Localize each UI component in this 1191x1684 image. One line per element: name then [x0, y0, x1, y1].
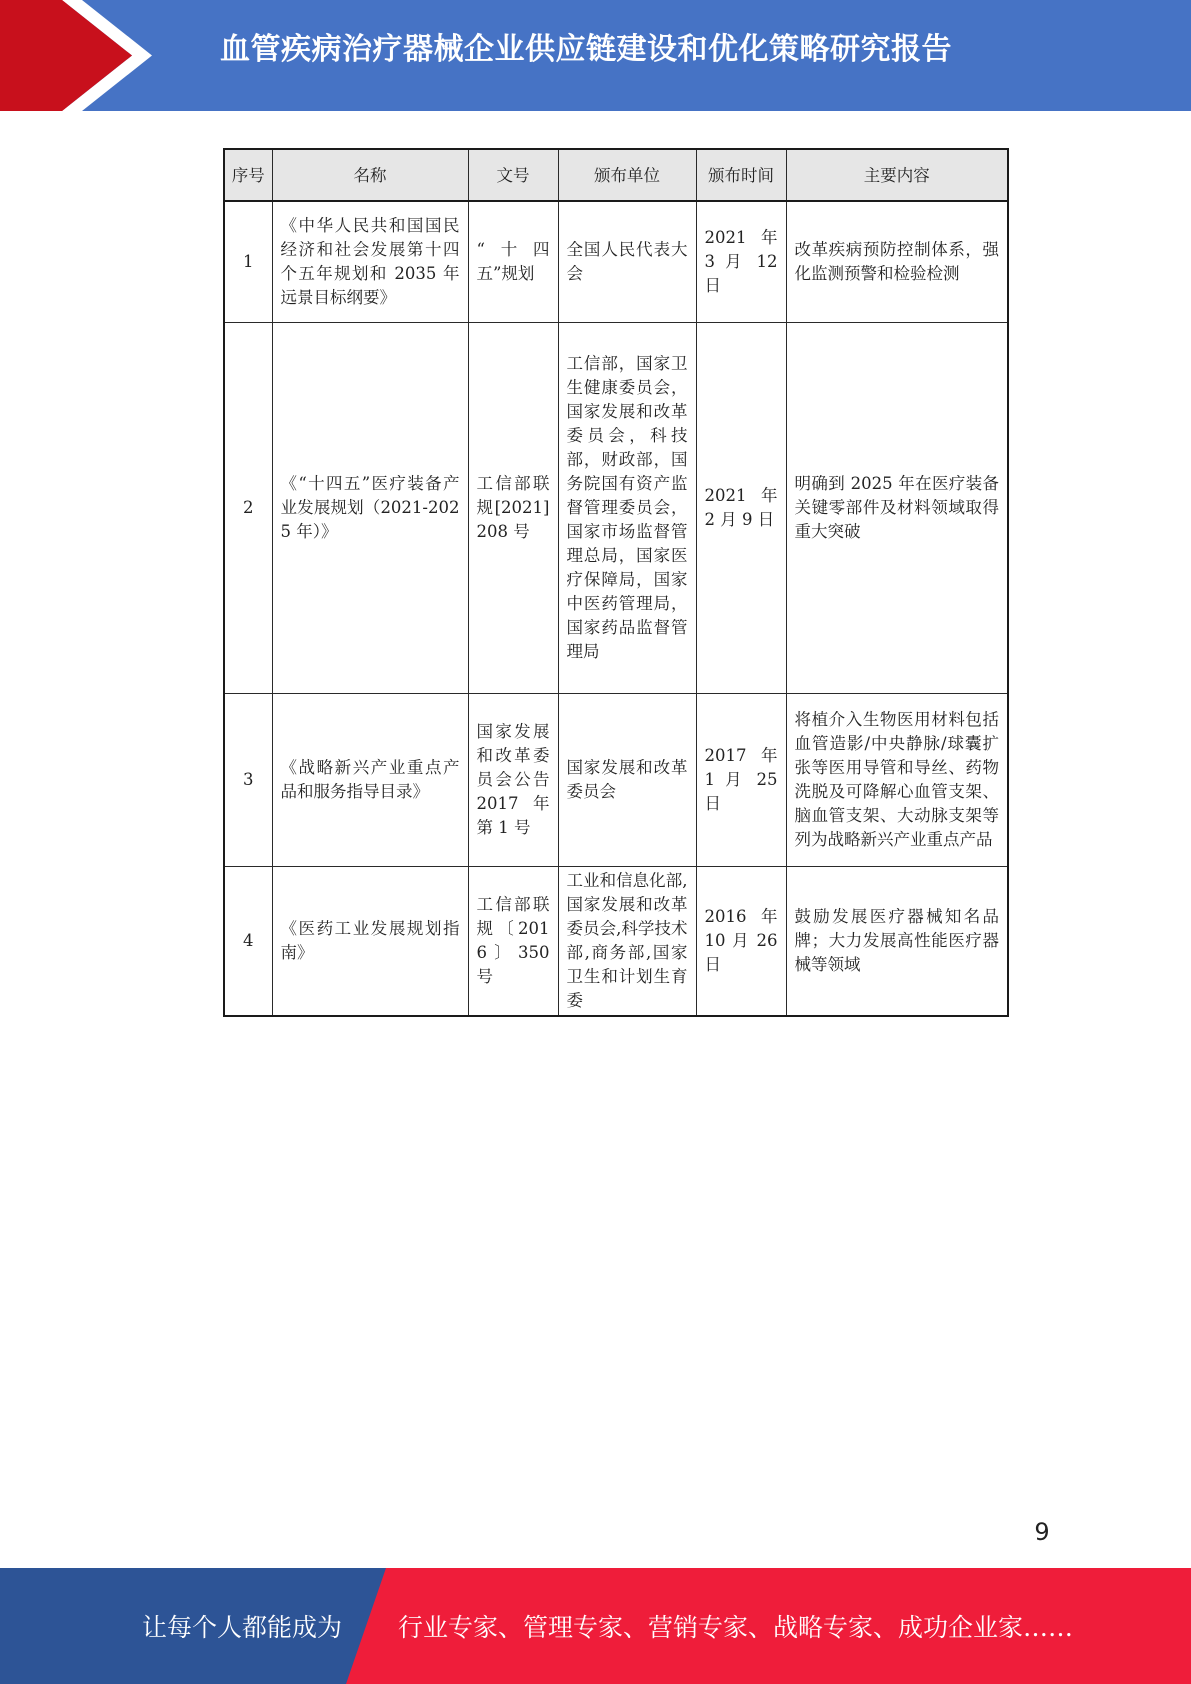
cell-no: 1 [224, 201, 272, 323]
table-row [224, 201, 1008, 323]
table-header-row [224, 149, 1008, 201]
cell-date: 2021 年 3 月 12 日 [696, 201, 786, 323]
table-row [224, 694, 1008, 867]
header-doc-no: 文号 [468, 149, 558, 201]
cell-doc-no: 工信部联规〔2016〕350 号 [468, 867, 558, 1017]
cell-doc-no: 国家发展和改革委员会公告 2017 年第 1 号 [468, 694, 558, 867]
header-issuer: 颁布单位 [558, 149, 696, 201]
report-title: 血管疾病治疗器械企业供应链建设和优化策略研究报告 [220, 32, 952, 67]
cell-issuer: 国家发展和改革委员会 [558, 694, 696, 867]
header-name: 名称 [272, 149, 468, 201]
cell-no: 3 [224, 694, 272, 867]
footer-slogan-right: 行业专家、管理专家、营销专家、战略专家、成功企业家…… [398, 1613, 1074, 1642]
cell-date: 2021 年 2 月 9 日 [696, 323, 786, 694]
cell-issuer: 全国人民代表大会 [558, 201, 696, 323]
cell-no: 2 [224, 323, 272, 694]
cell-no: 4 [224, 867, 272, 1017]
page-footer [0, 1568, 1191, 1684]
footer-slogan-left: 让每个人都能成为 [142, 1613, 343, 1642]
chevron-right-icon [0, 0, 152, 111]
cell-name: 《中华人民共和国国民经济和社会发展第十四个五年规划和 2035 年远景目标纲要》 [272, 201, 468, 323]
cell-doc-no: “十四五”规划 [468, 201, 558, 323]
cell-name: 《医药工业发展规划指南》 [272, 867, 468, 1017]
header-date: 颁布时间 [696, 149, 786, 201]
cell-name: 《“十四五”医疗装备产业发展规划（2021-2025 年）》 [272, 323, 468, 694]
cell-content: 鼓励发展医疗器械知名品牌；大力发展高性能医疗器械等领域 [786, 867, 1008, 1017]
cell-content: 明确到 2025 年在医疗装备关键零部件及材料领域取得重大突破 [786, 323, 1008, 694]
cell-content: 将植介入生物医用材料包括血管造影/中央静脉/球囊扩张等医用导管和导丝、药物洗脱及可降解心血管支架、脑血管支架、大动脉支架等列为战略新兴产业重点产品 [786, 694, 1008, 867]
table-row [224, 867, 1008, 1017]
cell-issuer: 工业和信息化部,国家发展和改革委员会,科学技术部,商务部,国家卫生和计划生育委 [558, 867, 696, 1017]
page-header [0, 0, 1191, 111]
cell-date: 2017 年 1 月 25 日 [696, 694, 786, 867]
cell-content: 改革疾病预防控制体系，强化监测预警和检验检测 [786, 201, 1008, 323]
page-number: 9 [1034, 1518, 1050, 1546]
cell-doc-no: 工信部联规[2021]208 号 [468, 323, 558, 694]
cell-issuer: 工信部，国家卫生健康委员会，国家发展和改革委员会，科技部，财政部，国务院国有资产监督管理委员会，国家市场监督管理总局，国家医疗保障局，国家中医药管理局，国家药品监督管理局 [558, 323, 696, 694]
header-no: 序号 [224, 149, 272, 201]
cell-name: 《战略新兴产业重点产品和服务指导目录》 [272, 694, 468, 867]
policy-table [223, 148, 1009, 1017]
table-row [224, 323, 1008, 694]
header-content: 主要内容 [786, 149, 1008, 201]
cell-date: 2016 年 10 月 26 日 [696, 867, 786, 1017]
